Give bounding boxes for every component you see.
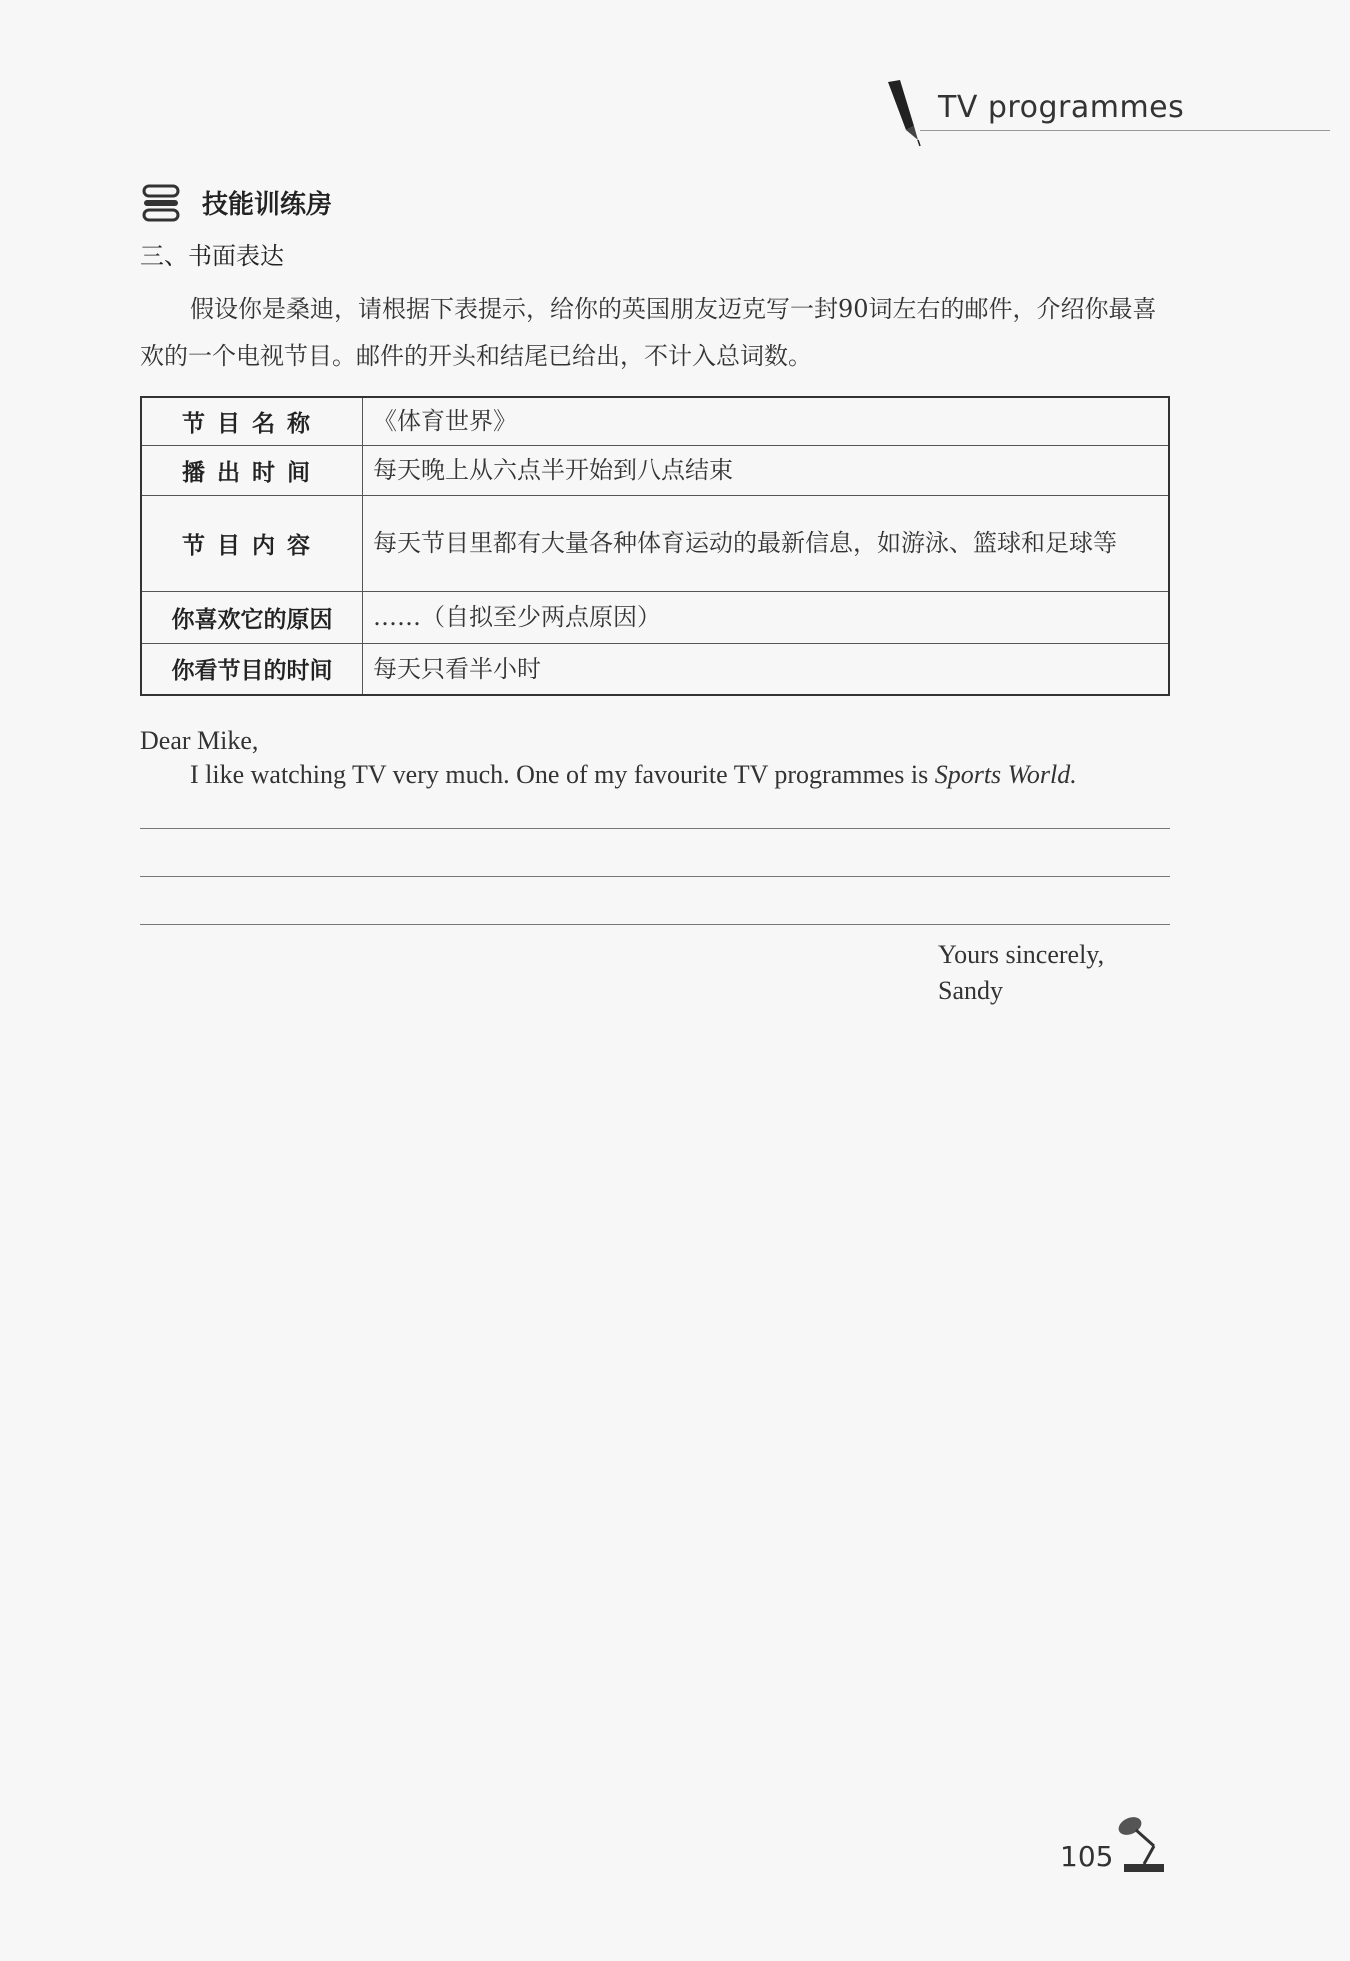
writing-line[interactable] — [140, 876, 1170, 877]
table-row — [141, 495, 1169, 591]
letter-greeting: Dear Mike, — [140, 726, 259, 755]
table-row — [141, 643, 1169, 695]
table-value: 每天只看半小时 — [363, 643, 1170, 695]
table-value: ……（自拟至少两点原因） — [363, 591, 1170, 643]
letter-opening-text: I like watching TV very much. One of my favourite TV programmes is — [190, 760, 935, 789]
header-rule — [920, 130, 1330, 131]
scroll-icon — [140, 180, 184, 224]
table-row — [141, 445, 1169, 495]
section-title: 技能训练房 — [202, 190, 333, 220]
table-label: 你喜欢它的原因 — [141, 591, 363, 643]
desk-lamp-icon — [1110, 1812, 1172, 1874]
table-value: 每天晚上从六点半开始到八点结束 — [363, 445, 1170, 495]
pen-icon — [880, 78, 930, 148]
table-label: 你看节目的时间 — [141, 643, 363, 695]
table-row — [141, 397, 1169, 445]
chapter-title: TV programmes — [938, 90, 1185, 125]
table-label: 节目名称 — [141, 397, 363, 445]
writing-line[interactable] — [140, 924, 1170, 925]
exercise-instructions: 假设你是桑迪，请根据下表提示，给你的英国朋友迈克写一封90词左右的邮件，介绍你最喜欢的一个电视节目。邮件的开头和结尾已给出，不计入总词数。 — [140, 295, 1157, 370]
table-label: 播出时间 — [141, 445, 363, 495]
programme-title: Sports World. — [934, 760, 1077, 789]
writing-line[interactable] — [140, 828, 1170, 829]
page-header — [880, 78, 1330, 148]
exercise-heading: 三、书面表达 — [140, 242, 284, 270]
page-number: 105 — [1060, 1840, 1114, 1873]
table-row — [141, 591, 1169, 643]
programme-info-table — [140, 396, 1170, 696]
table-value: 每天节目里都有大量各种体育运动的最新信息，如游泳、篮球和足球等 — [363, 495, 1170, 591]
table-label: 节目内容 — [141, 495, 363, 591]
letter-signature: Sandy — [938, 976, 1003, 1005]
letter-closing: Yours sincerely, — [938, 940, 1105, 969]
letter-opening — [190, 760, 1077, 790]
table-value: 《体育世界》 — [363, 397, 1170, 445]
